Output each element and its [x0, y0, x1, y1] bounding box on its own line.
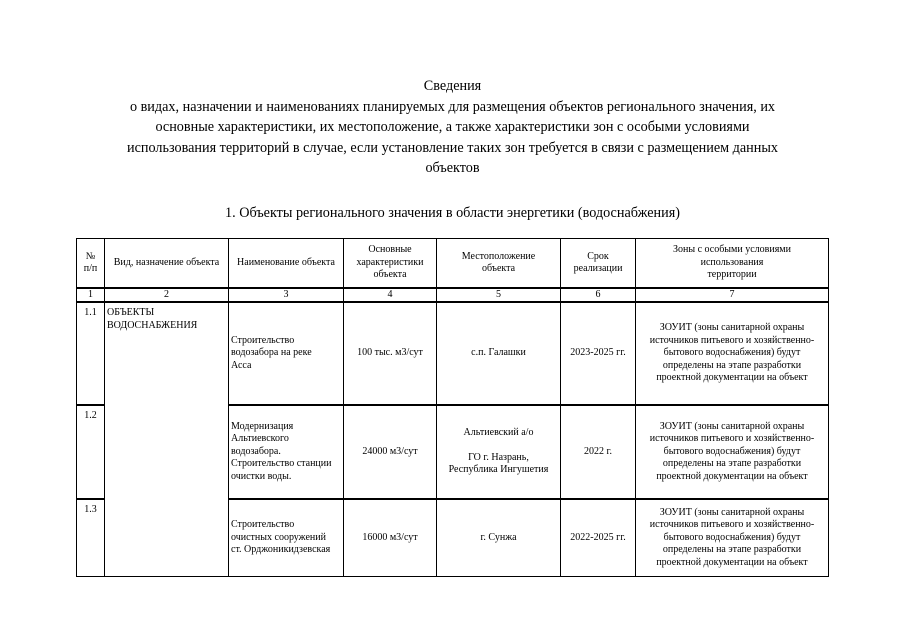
- object-zones-line: проектной документации на объект: [656, 372, 808, 384]
- header-characteristics-line: Основные: [368, 244, 412, 256]
- object-zones-line: бытового водоснабжения) будут: [663, 445, 801, 457]
- object-zones-line: бытового водоснабжения) будут: [663, 347, 801, 359]
- header-subtitle-line-1: о видах, назначении и наименованиях планируемых для размещения объектов регионального значения, их: [129, 98, 776, 115]
- object-zones-line: определены на этапе разработки: [662, 359, 802, 371]
- object-zones-line: ЗОУИТ (зоны санитарной охраны: [659, 322, 805, 334]
- object-name: [229, 405, 344, 499]
- header-title: Сведения: [423, 78, 482, 94]
- header-term-line: Срок: [587, 250, 609, 262]
- object-location: [437, 499, 561, 577]
- object-zones-line: источников питьевого и хозяйственно-: [649, 334, 815, 346]
- column-number: 6: [561, 288, 636, 302]
- header-zones-line: Зоны с особыми условиями: [673, 244, 791, 256]
- object-zones: [636, 302, 829, 405]
- object-location-line: Республика Ингушетия: [448, 464, 549, 476]
- object-zones-line: бытового водоснабжения) будут: [663, 531, 801, 543]
- object-name-line: Модернизация: [231, 420, 294, 432]
- header-term-line: реализации: [573, 263, 623, 274]
- row-number: 1.2: [77, 405, 105, 499]
- header-location: [437, 239, 561, 289]
- object-location-line: ГО г. Назрань,: [468, 451, 529, 463]
- column-number: 7: [636, 288, 829, 302]
- spacer: [439, 440, 558, 452]
- header-type-label: Вид, назначение объекта: [113, 256, 220, 268]
- object-name-line: очистных сооружений: [231, 531, 326, 543]
- object-location-line: Альтиевский а/о: [463, 427, 534, 439]
- header-name-label: Наименование объекта: [237, 256, 335, 268]
- header-characteristics: [344, 239, 437, 289]
- object-term: 2022 г.: [561, 405, 636, 499]
- object-zones-line: проектной документации на объект: [656, 470, 808, 482]
- object-type-line: ВОДОСНАБЖЕНИЯ: [107, 319, 198, 331]
- object-location: [437, 405, 561, 499]
- column-number: 2: [105, 288, 229, 302]
- object-name-line: Асса: [231, 359, 252, 371]
- object-name: [229, 302, 344, 405]
- object-location-line: с.п. Галашки: [471, 347, 526, 359]
- column-numbers-row: [77, 288, 829, 302]
- object-zones-line: проектной документации на объект: [656, 556, 808, 568]
- object-name-line: водозабора на реке: [231, 347, 312, 359]
- header-location-line: Местоположение: [461, 250, 536, 262]
- header-type: [105, 239, 229, 289]
- document-header: [60, 76, 845, 179]
- section-title: 1. Объекты регионального значения в области энергетики (водоснабжения): [225, 205, 680, 221]
- header-subtitle-line-3: использования территорий в случае, если установление таких зон требуется в связи с размещением данных: [127, 139, 778, 156]
- header-subtitle-line-4: объектов: [425, 160, 480, 176]
- header-num-line: №: [85, 250, 96, 262]
- header-name: [229, 239, 344, 289]
- table-row: [77, 302, 829, 405]
- object-name-line: водозабора.: [231, 445, 281, 457]
- object-name-line: ст. Орджоникидзевская: [231, 544, 331, 556]
- object-location: [437, 302, 561, 405]
- object-name-line: Строительство: [231, 334, 295, 346]
- object-characteristics: 100 тыс. м3/сут: [344, 302, 437, 405]
- object-location-line: г. Сунжа: [480, 531, 517, 543]
- object-zones-line: ЗОУИТ (зоны санитарной охраны: [659, 506, 805, 518]
- object-zones-line: источников питьевого и хозяйственно-: [649, 519, 815, 531]
- header-term: [561, 239, 636, 289]
- object-zones: [636, 499, 829, 577]
- object-zones-line: источников питьевого и хозяйственно-: [649, 433, 815, 445]
- object-name-line: очистки воды.: [231, 470, 292, 482]
- object-name: [229, 499, 344, 577]
- header-location-line: объекта: [481, 263, 516, 274]
- object-zones-line: ЗОУИТ (зоны санитарной охраны: [659, 420, 805, 432]
- objects-table: [76, 238, 829, 577]
- header-zones-line: территории: [707, 269, 757, 281]
- row-number: 1.1: [77, 302, 105, 405]
- object-name-line: Альтиевского: [231, 433, 289, 445]
- header-characteristics-line: характеристики: [356, 256, 424, 268]
- column-number: 4: [344, 288, 437, 302]
- object-type: [105, 302, 229, 577]
- column-number: 5: [437, 288, 561, 302]
- object-zones: [636, 405, 829, 499]
- header-num-line: п/п: [83, 263, 98, 274]
- object-term: 2023-2025 гг.: [561, 302, 636, 405]
- object-name-line: Строительство станции: [231, 458, 332, 470]
- header-num: [77, 239, 105, 289]
- header-zones-line: использования: [700, 256, 764, 268]
- object-name-line: Строительство: [231, 519, 295, 531]
- column-number: 3: [229, 288, 344, 302]
- object-zones-line: определены на этапе разработки: [662, 458, 802, 470]
- object-zones-line: определены на этапе разработки: [662, 544, 802, 556]
- object-characteristics: 16000 м3/сут: [344, 499, 437, 577]
- table-header-row: [77, 239, 829, 289]
- header-characteristics-line: объекта: [373, 269, 407, 281]
- header-subtitle-line-2: основные характеристики, их местоположение, а также характеристики зон с особыми условиями: [155, 119, 750, 135]
- object-term: 2022-2025 гг.: [561, 499, 636, 577]
- object-type-line: ОБЪЕКТЫ: [107, 307, 155, 318]
- object-characteristics: 24000 м3/сут: [344, 405, 437, 499]
- header-zones: [636, 239, 829, 289]
- row-number: 1.3: [77, 499, 105, 577]
- column-number: 1: [77, 288, 105, 302]
